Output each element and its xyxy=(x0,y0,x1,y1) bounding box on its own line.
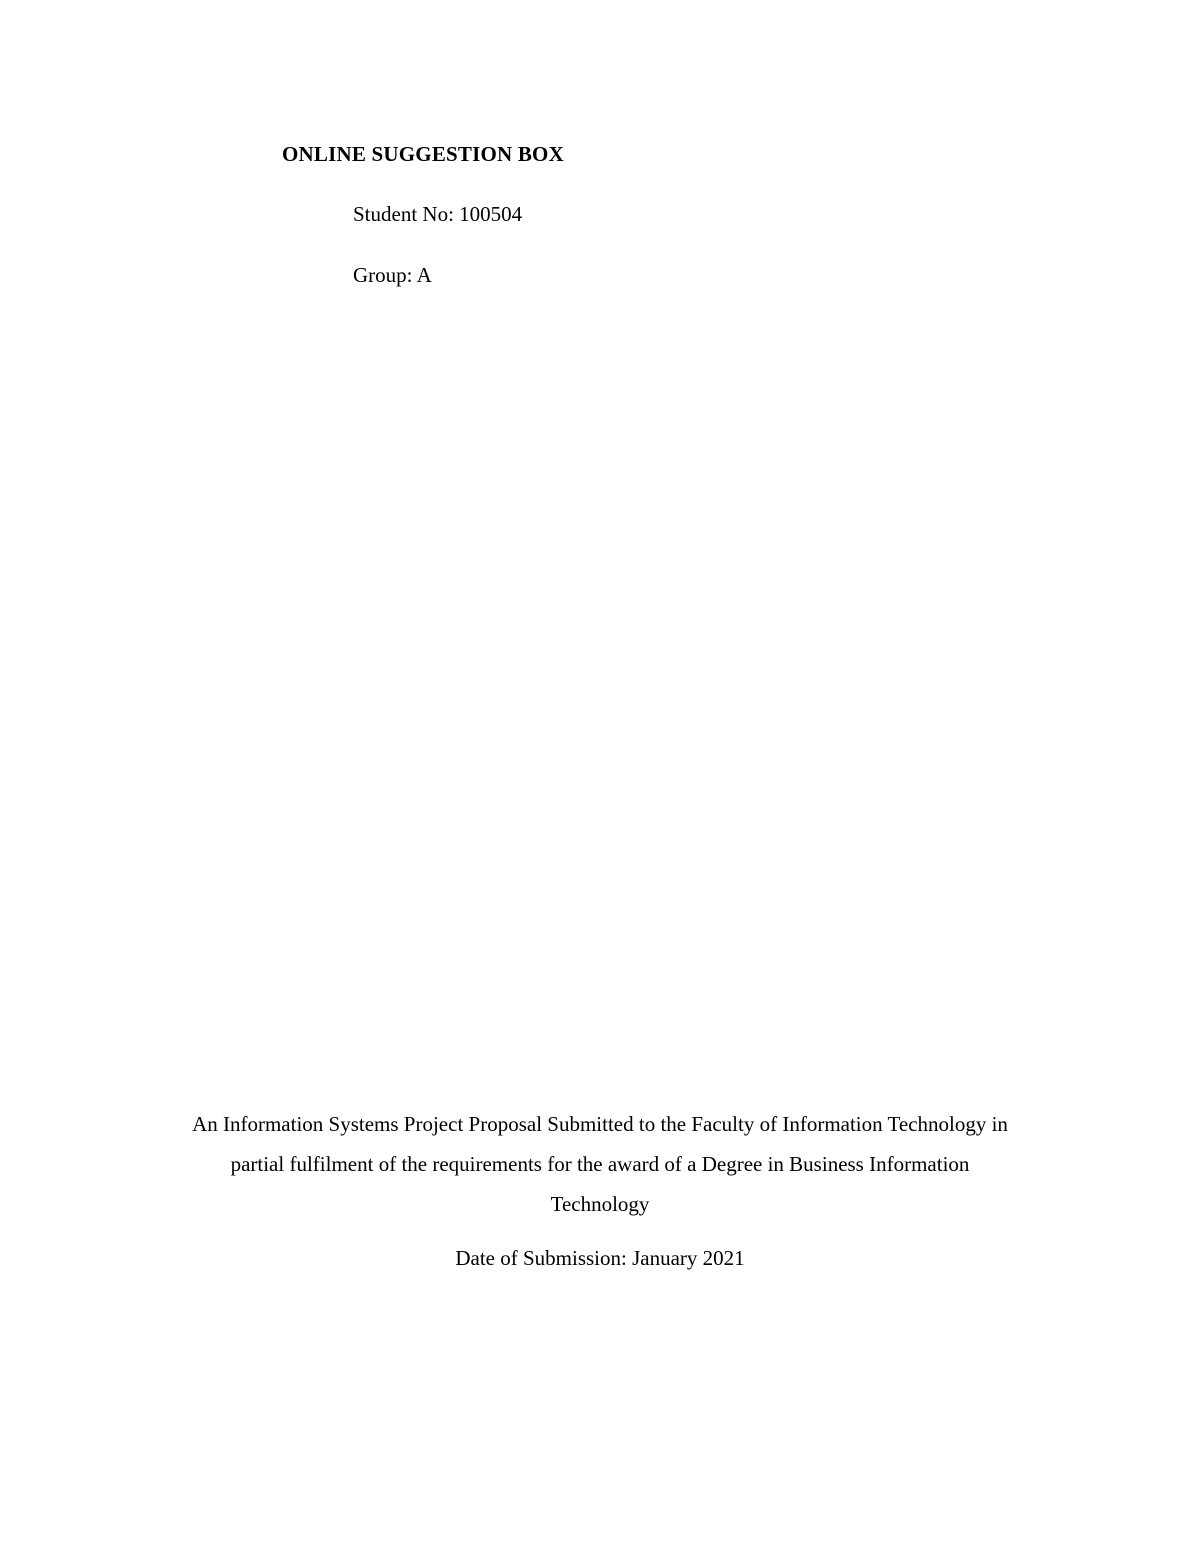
proposal-statement xyxy=(100,1104,1100,1224)
proposal-line: Technology xyxy=(550,1192,650,1216)
document-title: ONLINE SUGGESTION BOX xyxy=(282,142,564,166)
group-label: Group: A xyxy=(353,263,432,287)
proposal-line: partial fulfilment of the requirements for the award of a Degree in Business Information xyxy=(230,1152,970,1176)
submission-date: Date of Submission: January 2021 xyxy=(455,1246,745,1270)
student-number: Student No: 100504 xyxy=(353,202,523,226)
proposal-line: An Information Systems Project Proposal Submitted to the Faculty of Information Technology in xyxy=(192,1112,1008,1136)
